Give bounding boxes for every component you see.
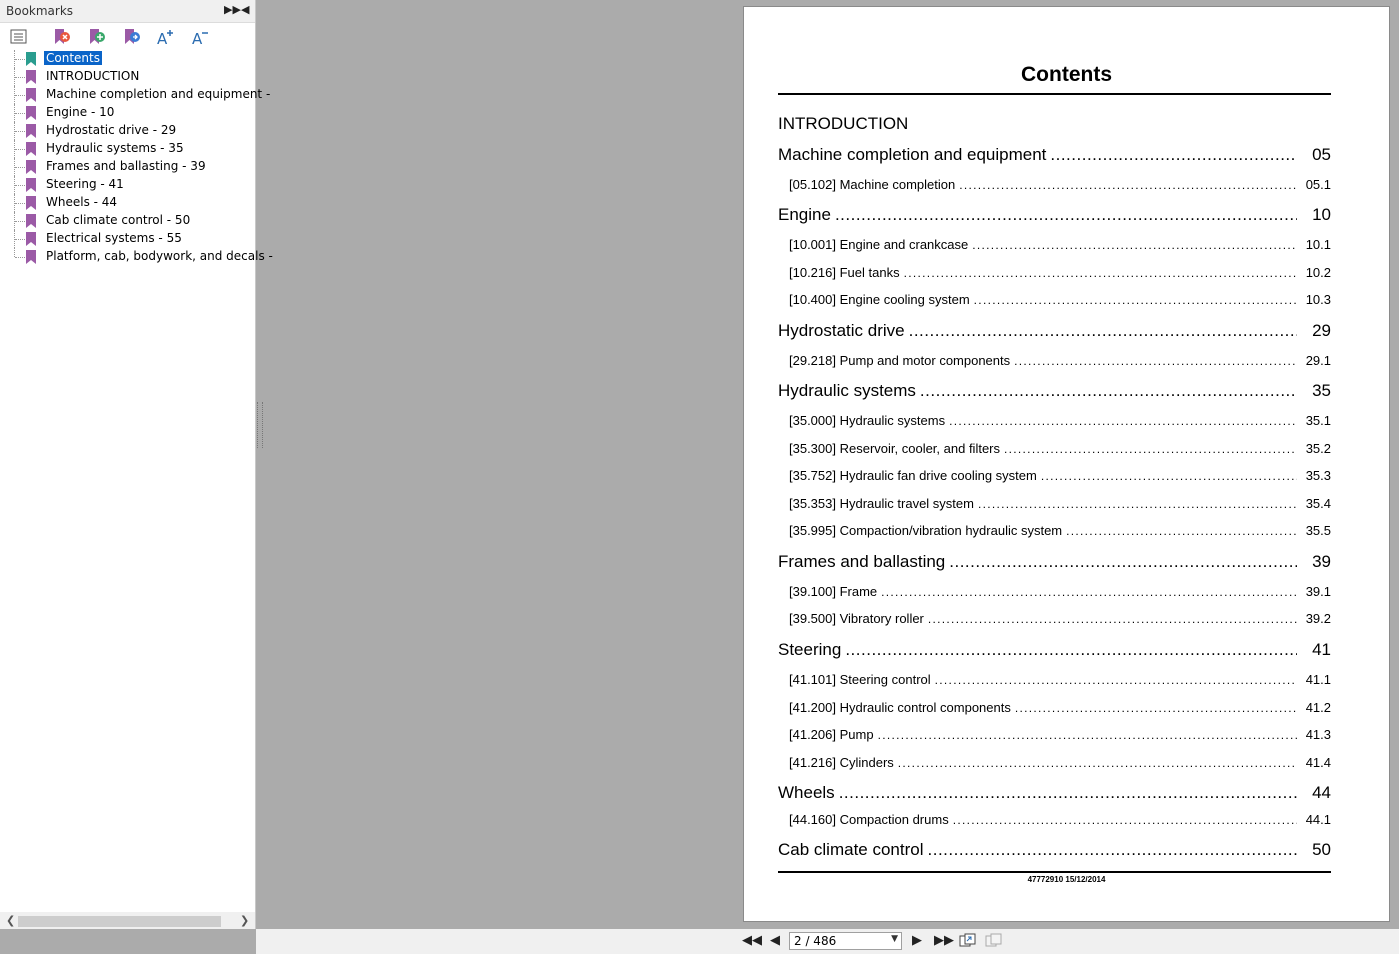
- toc-text: Engine: [778, 205, 831, 224]
- toc-subentry[interactable]: [778, 177, 1331, 192]
- toc-leader: [845, 640, 1297, 660]
- bookmark-icon: [26, 52, 36, 66]
- toc-text: INTRODUCTION: [778, 114, 909, 133]
- bookmark-item[interactable]: [0, 122, 255, 140]
- bookmark-icon: [26, 124, 36, 138]
- scroll-right-icon[interactable]: ❯: [240, 914, 250, 927]
- toc-entry[interactable]: [778, 321, 1331, 341]
- bookmark-item[interactable]: [0, 140, 255, 158]
- toc-leader: [1004, 441, 1297, 456]
- bookmark-label[interactable]: Machine completion and equipment -: [46, 87, 271, 101]
- increase-font-icon[interactable]: [156, 27, 176, 47]
- bookmark-item[interactable]: [0, 194, 255, 212]
- bookmark-icon: [26, 88, 36, 102]
- toc-text: [35.300] Reservoir, cooler, and filters: [789, 441, 1001, 456]
- footer-rule: [778, 871, 1331, 873]
- bookmark-item[interactable]: [0, 230, 255, 248]
- toc-text: Hydraulic systems: [778, 381, 916, 400]
- toc-text: Steering: [778, 640, 842, 659]
- delete-bookmark-icon[interactable]: [52, 27, 72, 47]
- next-page-icon[interactable]: ▶: [912, 933, 922, 948]
- bookmark-label[interactable]: Cab climate control - 50: [46, 213, 191, 227]
- bookmark-item[interactable]: [0, 248, 273, 266]
- toc-subentry[interactable]: [778, 237, 1331, 252]
- bookmark-icon: [26, 106, 36, 120]
- toc-page-number: 05.1: [1305, 177, 1331, 192]
- tree-connector: [14, 140, 25, 158]
- toc-leader: [1041, 468, 1297, 483]
- toc-page-number: 44: [1312, 783, 1331, 802]
- bookmark-label[interactable]: Platform, cab, bodywork, and decals -: [46, 249, 273, 263]
- toc-entry[interactable]: [778, 205, 1331, 225]
- bookmark-item[interactable]: [0, 158, 255, 176]
- toc-page-number: 10.3: [1305, 292, 1331, 307]
- toc-text: [10.001] Engine and crankcase: [789, 237, 969, 252]
- tree-connector: [14, 104, 25, 122]
- toc-text: [41.216] Cylinders: [789, 755, 894, 770]
- tree-connector: [14, 68, 25, 86]
- toc-leader: [898, 755, 1297, 770]
- tree-connector: [14, 176, 25, 194]
- toc-leader: [835, 205, 1297, 225]
- toc-entry[interactable]: [778, 783, 1331, 803]
- previous-view-icon[interactable]: [959, 933, 977, 949]
- toc-text: [35.752] Hydraulic fan drive cooling system: [789, 468, 1037, 483]
- triangle-left-icon[interactable]: ◀: [241, 3, 250, 16]
- tree-connector: [14, 248, 25, 257]
- toc-entry[interactable]: [778, 381, 1331, 401]
- toc-text: [10.216] Fuel tanks: [789, 265, 900, 280]
- bookmark-item[interactable]: [0, 212, 255, 230]
- toc-page-number: 35: [1312, 381, 1331, 400]
- toc-subentry[interactable]: [778, 812, 1331, 827]
- toc-entry[interactable]: [778, 840, 1331, 860]
- bookmark-label[interactable]: Electrical systems - 55: [46, 231, 182, 245]
- expand-bookmark-icon[interactable]: [122, 27, 142, 47]
- svg-text:A: A: [192, 30, 203, 47]
- bookmarks-header: [0, 0, 255, 23]
- toc-text: [39.500] Vibratory roller: [789, 611, 924, 626]
- toc-page-number: 39: [1312, 552, 1331, 571]
- toc-leader: [949, 413, 1297, 428]
- toc-text: Wheels: [778, 783, 835, 802]
- toc-leader: [949, 552, 1297, 572]
- toc-subentry[interactable]: [778, 413, 1331, 428]
- page-number-select[interactable]: [789, 932, 902, 950]
- bookmarks-toolbar: [0, 23, 255, 49]
- toc-leader: [878, 727, 1297, 742]
- toc-leader: [1014, 353, 1297, 368]
- toc-subentry[interactable]: [778, 611, 1331, 626]
- bookmark-icon: [26, 70, 36, 84]
- toc-page-number: 35.2: [1305, 441, 1331, 456]
- tree-connector: [14, 194, 25, 212]
- last-page-icon[interactable]: ▶▶: [934, 933, 954, 948]
- toc-text: [10.400] Engine cooling system: [789, 292, 970, 307]
- chevron-down-icon[interactable]: ▼: [891, 934, 898, 944]
- toc-text: Cab climate control: [778, 840, 924, 859]
- toc-page-number: 50: [1312, 840, 1331, 859]
- toc-page-number: 35.4: [1305, 496, 1331, 511]
- toc-leader: [974, 292, 1297, 307]
- bookmark-icon: [26, 196, 36, 210]
- new-bookmark-icon[interactable]: [87, 27, 107, 47]
- bookmark-label[interactable]: Frames and ballasting - 39: [46, 159, 206, 173]
- toc-leader: [1050, 145, 1297, 165]
- scroll-left-icon[interactable]: ❮: [6, 914, 16, 927]
- next-view-icon[interactable]: [985, 933, 1003, 949]
- horizontal-scrollbar[interactable]: [0, 912, 255, 929]
- bookmark-icon: [26, 160, 36, 174]
- tree-connector: [14, 122, 25, 140]
- toc-text: [39.100] Frame: [789, 584, 878, 599]
- toc-leader: [978, 496, 1297, 511]
- toc-subentry[interactable]: [778, 672, 1331, 687]
- options-icon[interactable]: [9, 27, 29, 47]
- toc-text: [41.200] Hydraulic control components: [789, 700, 1011, 715]
- first-page-icon[interactable]: ◀◀: [742, 933, 762, 948]
- toc-text: [44.160] Compaction drums: [789, 812, 949, 827]
- toc-leader: [909, 321, 1297, 341]
- decrease-font-icon[interactable]: [191, 27, 211, 47]
- toc-page-number: 10: [1312, 205, 1331, 224]
- toc-leader: [959, 177, 1297, 192]
- toc-page-number: 35.3: [1305, 468, 1331, 483]
- bookmark-icon: [26, 142, 36, 156]
- toc-leader: [1015, 700, 1297, 715]
- toc-page-number: 29.1: [1305, 353, 1331, 368]
- toc-subentry[interactable]: [778, 468, 1331, 483]
- panel-splitter[interactable]: [257, 402, 263, 448]
- toc-subentry[interactable]: [778, 584, 1331, 599]
- toc-page-number: 35.1: [1305, 413, 1331, 428]
- bookmarks-tree: [0, 50, 273, 266]
- toc-page-number: 41.2: [1305, 700, 1331, 715]
- page-navigation-bar: [256, 929, 1399, 954]
- toc-page-number: 35.5: [1305, 523, 1331, 538]
- toc-leader: [839, 783, 1297, 803]
- bookmark-item[interactable]: [0, 86, 271, 104]
- toc-leader: [881, 584, 1297, 599]
- toc-text: Hydrostatic drive: [778, 321, 905, 340]
- page-footer: 47772910 15/12/2014: [1027, 875, 1106, 884]
- bookmark-icon: [26, 250, 36, 264]
- toc-page-number: 41.4: [1305, 755, 1331, 770]
- bookmarks-panel: [0, 0, 273, 929]
- toc-leader: [1066, 523, 1297, 538]
- toc-text: Frames and ballasting: [778, 552, 946, 571]
- page-title: Contents: [1021, 63, 1112, 86]
- toc-page-number: 41.1: [1305, 672, 1331, 687]
- bookmark-label[interactable]: Steering - 41: [46, 177, 124, 191]
- bookmark-icon: [26, 214, 36, 228]
- toc-leader: [972, 237, 1297, 252]
- toc-text: [41.101] Steering control: [789, 672, 931, 687]
- toc-leader: [928, 611, 1297, 626]
- toc-leader: [935, 672, 1297, 687]
- tree-connector: [14, 86, 25, 104]
- toc-text: Machine completion and equipment: [778, 145, 1047, 164]
- tree-connector: [14, 230, 25, 248]
- toc-text: [35.995] Compaction/vibration hydraulic system: [789, 523, 1063, 538]
- toc-text: [41.206] Pump: [789, 727, 874, 742]
- toc-subentry[interactable]: [778, 353, 1331, 368]
- bookmark-label[interactable]: Wheels - 44: [46, 195, 118, 209]
- toc-page-number: 29: [1312, 321, 1331, 340]
- tree-connector: [14, 50, 25, 68]
- bookmark-label[interactable]: INTRODUCTION: [46, 69, 140, 83]
- toc-subentry[interactable]: [778, 727, 1331, 742]
- bookmark-label[interactable]: Engine - 10: [46, 105, 115, 119]
- bookmark-icon: [26, 232, 36, 246]
- toc-subentry[interactable]: [778, 523, 1331, 538]
- bookmark-label[interactable]: Hydraulic systems - 35: [46, 141, 184, 155]
- toc-subentry[interactable]: [778, 496, 1331, 511]
- toc-entry[interactable]: [778, 552, 1331, 572]
- toc-page-number: 05: [1312, 145, 1331, 164]
- bookmark-icon: [26, 178, 36, 192]
- toc-page-number: 39.1: [1305, 584, 1331, 599]
- title-rule: [778, 93, 1331, 95]
- toc-entry[interactable]: [778, 145, 1331, 165]
- bookmark-label[interactable]: Hydrostatic drive - 29: [46, 123, 177, 137]
- toc-leader: [953, 812, 1297, 827]
- toc-entry[interactable]: [778, 114, 1331, 134]
- page-indicator: 2 / 486: [794, 934, 837, 948]
- bookmark-item[interactable]: [0, 104, 255, 122]
- toc-text: [05.102] Machine completion: [789, 177, 956, 192]
- toc-subentry[interactable]: [778, 441, 1331, 456]
- toc-leader: [904, 265, 1297, 280]
- toc-text: [35.353] Hydraulic travel system: [789, 496, 974, 511]
- bookmark-label[interactable]: Contents: [46, 51, 100, 65]
- toc-subentry[interactable]: [778, 265, 1331, 280]
- bookmark-item[interactable]: [0, 68, 255, 86]
- tree-connector: [14, 158, 25, 176]
- toc-subentry[interactable]: [778, 755, 1331, 770]
- tree-connector: [14, 212, 25, 230]
- toc-page-number: 10.1: [1305, 237, 1331, 252]
- scrollbar-thumb[interactable]: [18, 916, 221, 927]
- toc-page-number: 44.1: [1305, 812, 1331, 827]
- toc-text: [29.218] Pump and motor components: [789, 353, 1011, 368]
- toc-page-number: 41.3: [1305, 727, 1331, 742]
- toc-subentry[interactable]: [778, 700, 1331, 715]
- pdf-page: [743, 6, 1390, 922]
- svg-text:A: A: [157, 30, 168, 47]
- bookmarks-title: Bookmarks: [6, 4, 74, 18]
- toc-page-number: 41: [1312, 640, 1331, 659]
- toc-page-number: 39.2: [1305, 611, 1331, 626]
- toc-entry[interactable]: [778, 640, 1331, 660]
- bookmark-item[interactable]: [0, 176, 255, 194]
- toc-leader: [928, 840, 1297, 860]
- toc-text: [35.000] Hydraulic systems: [789, 413, 946, 428]
- bookmark-item[interactable]: [0, 50, 255, 68]
- toc-leader: [920, 381, 1297, 401]
- previous-page-icon[interactable]: ◀: [770, 933, 780, 948]
- toc-page-number: 10.2: [1305, 265, 1331, 280]
- toc-subentry[interactable]: [778, 292, 1331, 307]
- double-chevron-right-icon[interactable]: ▶▶: [224, 3, 241, 16]
